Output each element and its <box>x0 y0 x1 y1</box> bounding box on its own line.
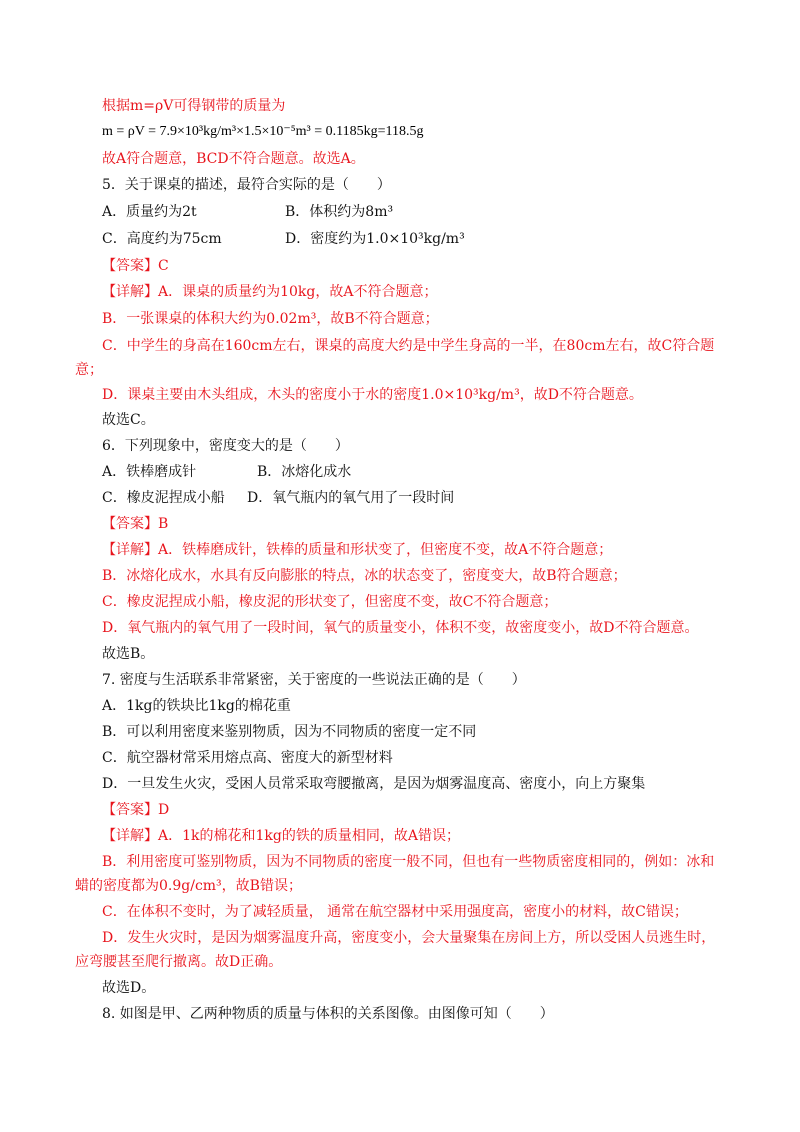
q6-option-d: D．氧气瓶内的氧气用了一段时间 <box>247 490 455 506</box>
question-7-stem: 7. 密度与生活联系非常紧密，关于密度的一些说法正确的是（ ） <box>102 672 526 688</box>
q6-detail-a: 【详解】A．铁棒磨成针，铁棒的质量和形状变了，但密度不变，故A不符合题意； <box>102 542 613 558</box>
q5-detail-d: D．课桌主要由木头组成，木头的密度小于水的密度1.0×10³kg/m³，故D不符合题意。 <box>102 387 643 403</box>
q7-detail-a: 【详解】A．1k的棉花和1kg的铁的质量相同，故A错误； <box>102 828 460 844</box>
q5-detail-b: B．一张课桌的体积大约为0.02m³，故B不符合题意； <box>102 311 439 327</box>
q7-detail-c: C．在体积不变时，为了减轻质量， 通常在航空器材中采用强度高，密度小的材料，故C错误； <box>102 904 688 920</box>
q7-detail-d-cont: 应弯腰甚至爬行撤离。故D正确。 <box>75 954 283 970</box>
q6-detail-b: B．冰熔化成水，水具有反向膨胀的特点，冰的状态变了，密度变大，故B符合题意； <box>102 568 627 584</box>
q6-option-b: B．冰熔化成水 <box>257 464 352 480</box>
q6-option-a: A．铁棒磨成针 <box>102 464 197 480</box>
q7-option-a: A．1kg的铁块比1kg的棉花重 <box>102 698 291 714</box>
question-5-stem: 5．关于课桌的描述，最符合实际的是（ ） <box>102 177 391 193</box>
solution-line: 根据m=ρV可得钢带的质量为 <box>102 98 286 114</box>
q5-conclusion: 故选C。 <box>102 412 155 428</box>
q7-option-d: D．一旦发生火灾，受困人员常采取弯腰撤离，是因为烟雾温度高、密度小，向上方聚集 <box>102 776 646 792</box>
q7-answer: 【答案】D <box>102 802 170 818</box>
q5-detail-c-cont: 意； <box>75 362 103 378</box>
q7-conclusion: 故选D。 <box>102 980 156 996</box>
q5-detail-a: 【详解】A．课桌的质量约为10kg，故A不符合题意； <box>102 284 438 300</box>
q7-detail-b-cont: 蜡的密度都为0.9g/cm³，故B错误； <box>75 878 302 894</box>
question-8-stem: 8. 如图是甲、乙两种物质的质量与体积的关系图像。由图像可知（ ） <box>102 1006 554 1022</box>
q5-answer: 【答案】C <box>102 258 169 274</box>
q6-answer: 【答案】B <box>102 516 169 532</box>
q6-conclusion: 故选B。 <box>102 646 155 662</box>
q7-option-c: C．航空器材常采用熔点高、密度大的新型材料 <box>102 750 393 766</box>
q6-option-c: C．橡皮泥捏成小船 <box>102 490 225 506</box>
q5-option-b: B．体积约为8m³ <box>285 204 394 220</box>
q6-detail-d: D．氧气瓶内的氧气用了一段时间，氧气的质量变小，体积不变，故密度变小，故D不符合题意。 <box>102 620 699 636</box>
question-6-stem: 6．下列现象中，密度变大的是（ ） <box>102 438 349 454</box>
q7-option-b: B．可以利用密度来鉴别物质，因为不同物质的密度一定不同 <box>102 724 477 740</box>
q5-option-d: D．密度约为1.0×10³kg/m³ <box>285 231 465 247</box>
q7-detail-d: D．发生火灾时，是因为烟雾温度升高，密度变小，会大量聚集在房间上方，所以受困人员逃生时， <box>102 930 716 946</box>
mass-formula: m = ρV = 7.9×10³kg/m³×1.5×10⁻⁵m³ = 0.1185kg=118.5g <box>102 124 424 139</box>
q5-option-c: C．高度约为75cm <box>102 231 222 247</box>
q5-detail-c: C．中学生的身高在160cm左右，课桌的高度大约是中学生身高的一半，在80cm左右，故C符合题 <box>102 338 715 354</box>
q7-detail-b: B．利用密度可鉴别物质，因为不同物质的密度一般不同，但也有一些物质密度相同的，例如：冰和 <box>102 854 715 870</box>
q6-detail-c: C．橡皮泥捏成小船，橡皮泥的形状变了，但密度不变，故C不符合题意； <box>102 594 558 610</box>
q5-option-a: A．质量约为2t <box>102 204 197 220</box>
solution-conclusion: 故A符合题意，BCD不符合题意。故选A。 <box>102 151 365 167</box>
